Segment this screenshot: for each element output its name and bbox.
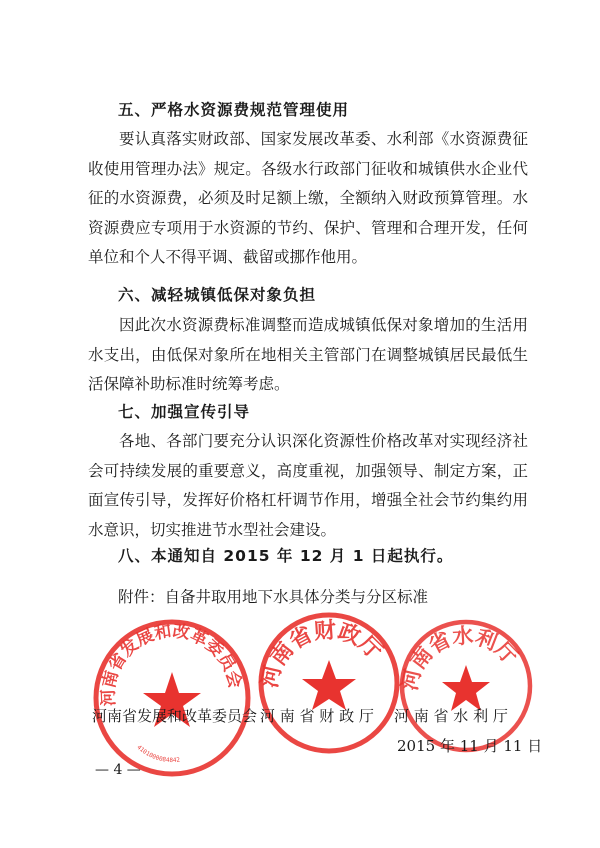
svg-text:4101000084842: 4101000084842	[135, 743, 181, 765]
section-heading-7: 七、加强宣传引导	[118, 403, 251, 421]
signer-development-reform: 河南省发展和改革委员会	[92, 707, 258, 725]
svg-text:河南省水利厅: 河南省水利厅	[397, 623, 523, 693]
signer-finance: 河 南 省 财 政 厅	[260, 707, 374, 725]
section-heading-8: 八、本通知自 2015 年 12 月 1 日起执行。	[118, 547, 454, 565]
attachment-note: 附件：自备井取用地下水具体分类与分区标准	[118, 588, 429, 606]
section-body-7: 各地、各部门要充分认识深化资源性价格改革对实现经济社会可持续发展的重要意义，高度重视，加强领导、制定方案，正面宣传引导，发挥好价格杠杆调节作用，增强全社会节约集约用水意识，切实推进节水型社会建设。	[88, 432, 528, 539]
svg-text:河南省财政厅: 河南省财政厅	[257, 618, 387, 691]
svg-text:河南省发展和改革委员会: 河南省发展和改革委员会	[98, 621, 245, 707]
signer-water-resources: 河 南 省 水 利 厅	[394, 707, 508, 725]
seal-finance-department	[254, 608, 404, 758]
issue-date: 2015 年 11 月 11 日	[397, 737, 543, 755]
page-number: — 4 —	[95, 762, 141, 778]
section-body-6: 因此次水资源费标准调整而造成城镇低保对象增加的生活用水支出，由低保对象所在地相关主管部门在调整城镇居民最低生活保障补助标准时统筹考虑。	[88, 316, 528, 393]
section-heading-5: 五、严格水资源费规范管理使用	[118, 101, 350, 119]
seal-development-reform-commission	[88, 614, 256, 782]
section-body-5: 要认真落实财政部、国家发展改革委、水利部《水资源费征收使用管理办法》规定。各级水行政部门征收和城镇供水企业代征的水资源费，必须及时足额上缴，全额纳入财政预算管理。水资源费应专项用于水资源的节约、保护、管理和合理开发，任何单位和个人不得平调、截留或挪作他用。	[88, 130, 528, 266]
section-heading-6: 六、减轻城镇低保对象负担	[118, 286, 317, 304]
